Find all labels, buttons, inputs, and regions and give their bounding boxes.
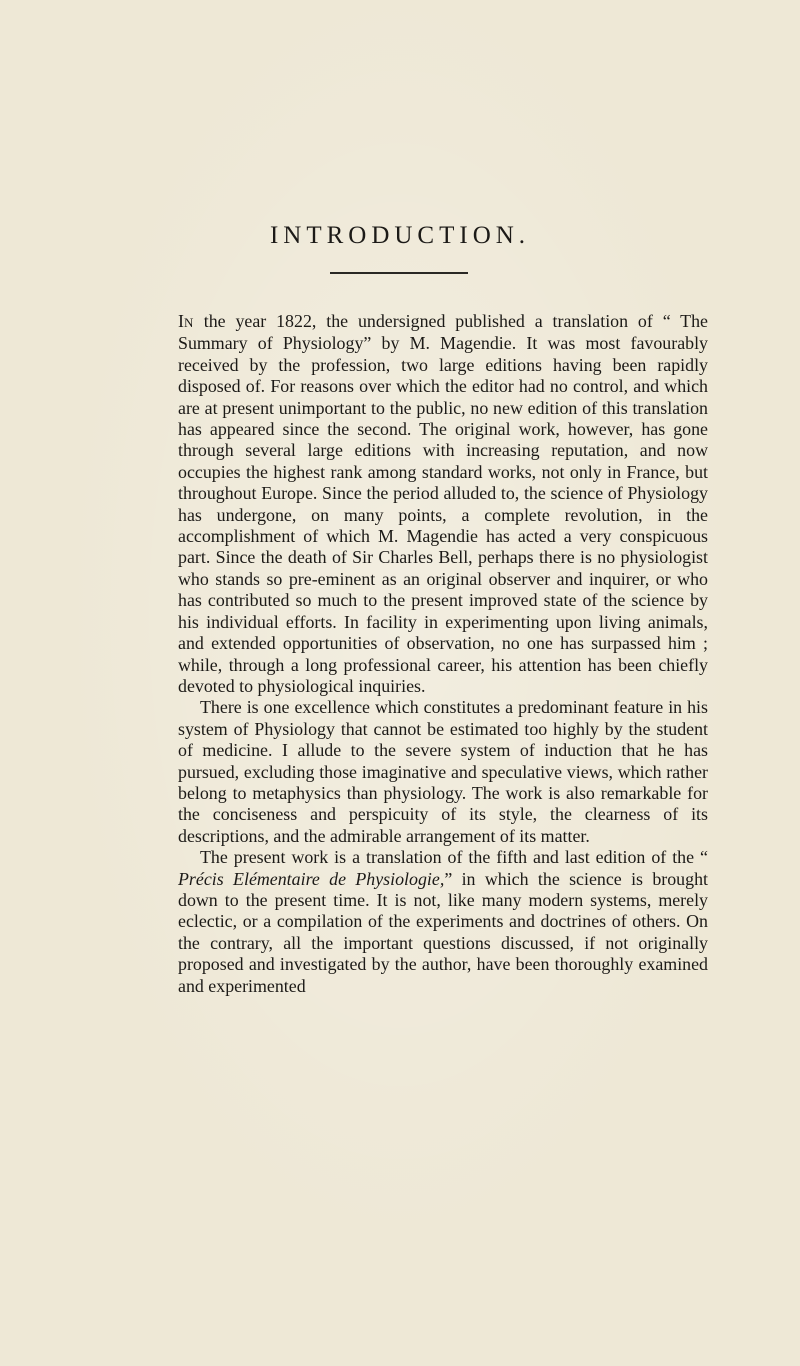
paragraph-1-text: the year 1822, the undersigned published a translation of “ The Summary of Physiology” by M. Magendie. It was most favourably received by the profession, two large editions having been rapidly disposed of. For reasons over which the editor had no control, and which are at present unimportant to the public, no new edition of this translation has appeared since the second. The original work, however, has gone through several large editions with increasing reputation, and now occupies the highest rank among standard works, not only in France, but throughout Europe. Since the period alluded to, the science of Physiology has undergone, on many points, a complete revolution, in the accomplishment of which M. Magendie has acted a very conspicuous part. Since the death of Sir Charles Bell, perhaps there is no physiologist who stands so pre-eminent as an original observer and inquirer, or who has contributed so much to the present improved state of the science by his individual efforts. In facility in experimenting upon living animals, and extended opportunities of observation, no one has surpassed him ; while, through a long professional career, his attention has been chiefly devoted to physiological inquiries. (178, 311, 708, 696)
body-text (178, 311, 708, 997)
dropcap-rest: N (183, 315, 194, 330)
page-title: INTRODUCTION. (269, 222, 531, 249)
paragraph-2: There is one excellence which constitutes a predominant feature in his system of Physiology that cannot be estimated too highly by the student of medicine. I allude to the severe system of induction that he has pursued, excluding those imaginative and speculative views, which rather belong to metaphysics than physiology. The work is also remarkable for the conciseness and perspicuity of its style, the clearness of its descriptions, and the admirable arrangement of its matter. (178, 697, 708, 846)
paragraph-3-after: ” in which the science is brought down to the present time. It is not, like many modern systems, merely eclectic, or a compilation of the experiments and doctrines of others. On the contrary, all the important questions discussed, if not originally proposed and investigated by the author, have been thoroughly examined and experimented (178, 868, 708, 996)
dropcap: I (178, 311, 184, 331)
paragraph-3 (178, 847, 708, 997)
paragraph-3-before: The present work is a translation of the fifth and last edition of the “ (200, 847, 708, 868)
title-divider (330, 272, 468, 274)
paragraph-1 (178, 311, 708, 697)
book-title-italic: Précis Elémentaire de Physiologie, (178, 868, 445, 889)
